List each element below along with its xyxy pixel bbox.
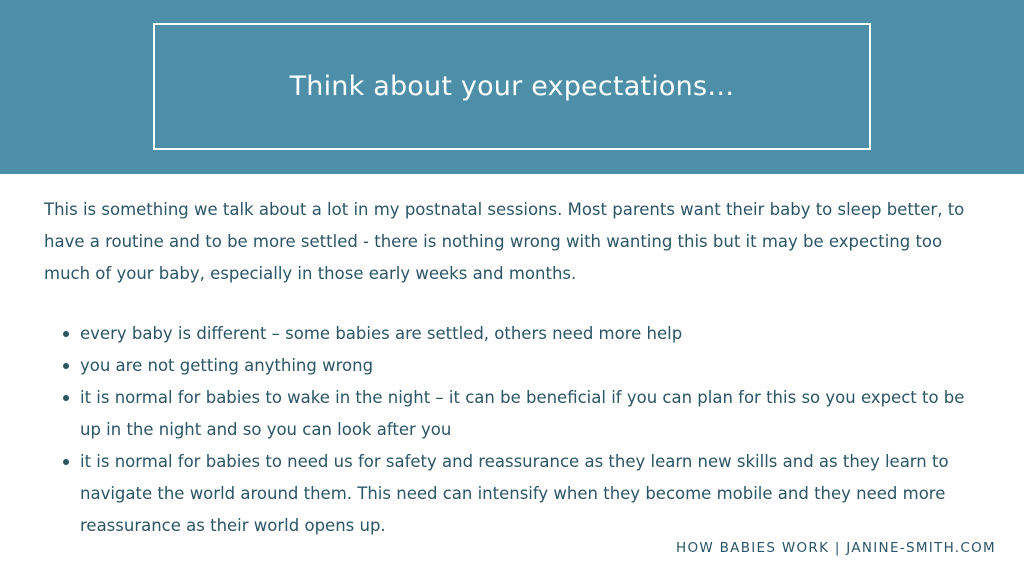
title-frame (153, 23, 871, 150)
bullet-item (44, 446, 984, 542)
bullet-text: you are not getting anything wrong (80, 356, 374, 375)
bullet-item (44, 382, 984, 446)
bullet-text: every baby is different – some babies are settled, others need more help (80, 324, 683, 343)
bullet-text: it is normal for babies to need us for safety and reassurance as they learn new skills and as they learn to navigate the world around them. This need can intensify when they become mobile and they need more reassurance as their world opens up. (80, 452, 949, 535)
bullet-item (44, 350, 984, 382)
bullet-dot-icon (63, 395, 69, 401)
slide-title: Think about your expectations… (289, 71, 735, 102)
bullet-dot-icon (63, 363, 69, 369)
intro-paragraph: This is something we talk about a lot in my postnatal sessions. Most parents want their baby to sleep better, to have a routine and to be more settled - there is nothing wrong with wanting this but it may be expecting too much of your baby, especially in those early weeks and months. (44, 200, 965, 283)
bullet-item (44, 318, 984, 350)
header-band (0, 0, 1024, 174)
bullet-list (44, 318, 984, 542)
bullet-dot-icon (63, 459, 69, 465)
bullet-dot-icon (63, 331, 69, 337)
bullet-text: it is normal for babies to wake in the night – it can be beneficial if you can plan for this so you expect to be up in the night and so you can look after you (80, 388, 965, 439)
footer-text: HOW BABIES WORK | JANINE-SMITH.COM (676, 540, 996, 556)
